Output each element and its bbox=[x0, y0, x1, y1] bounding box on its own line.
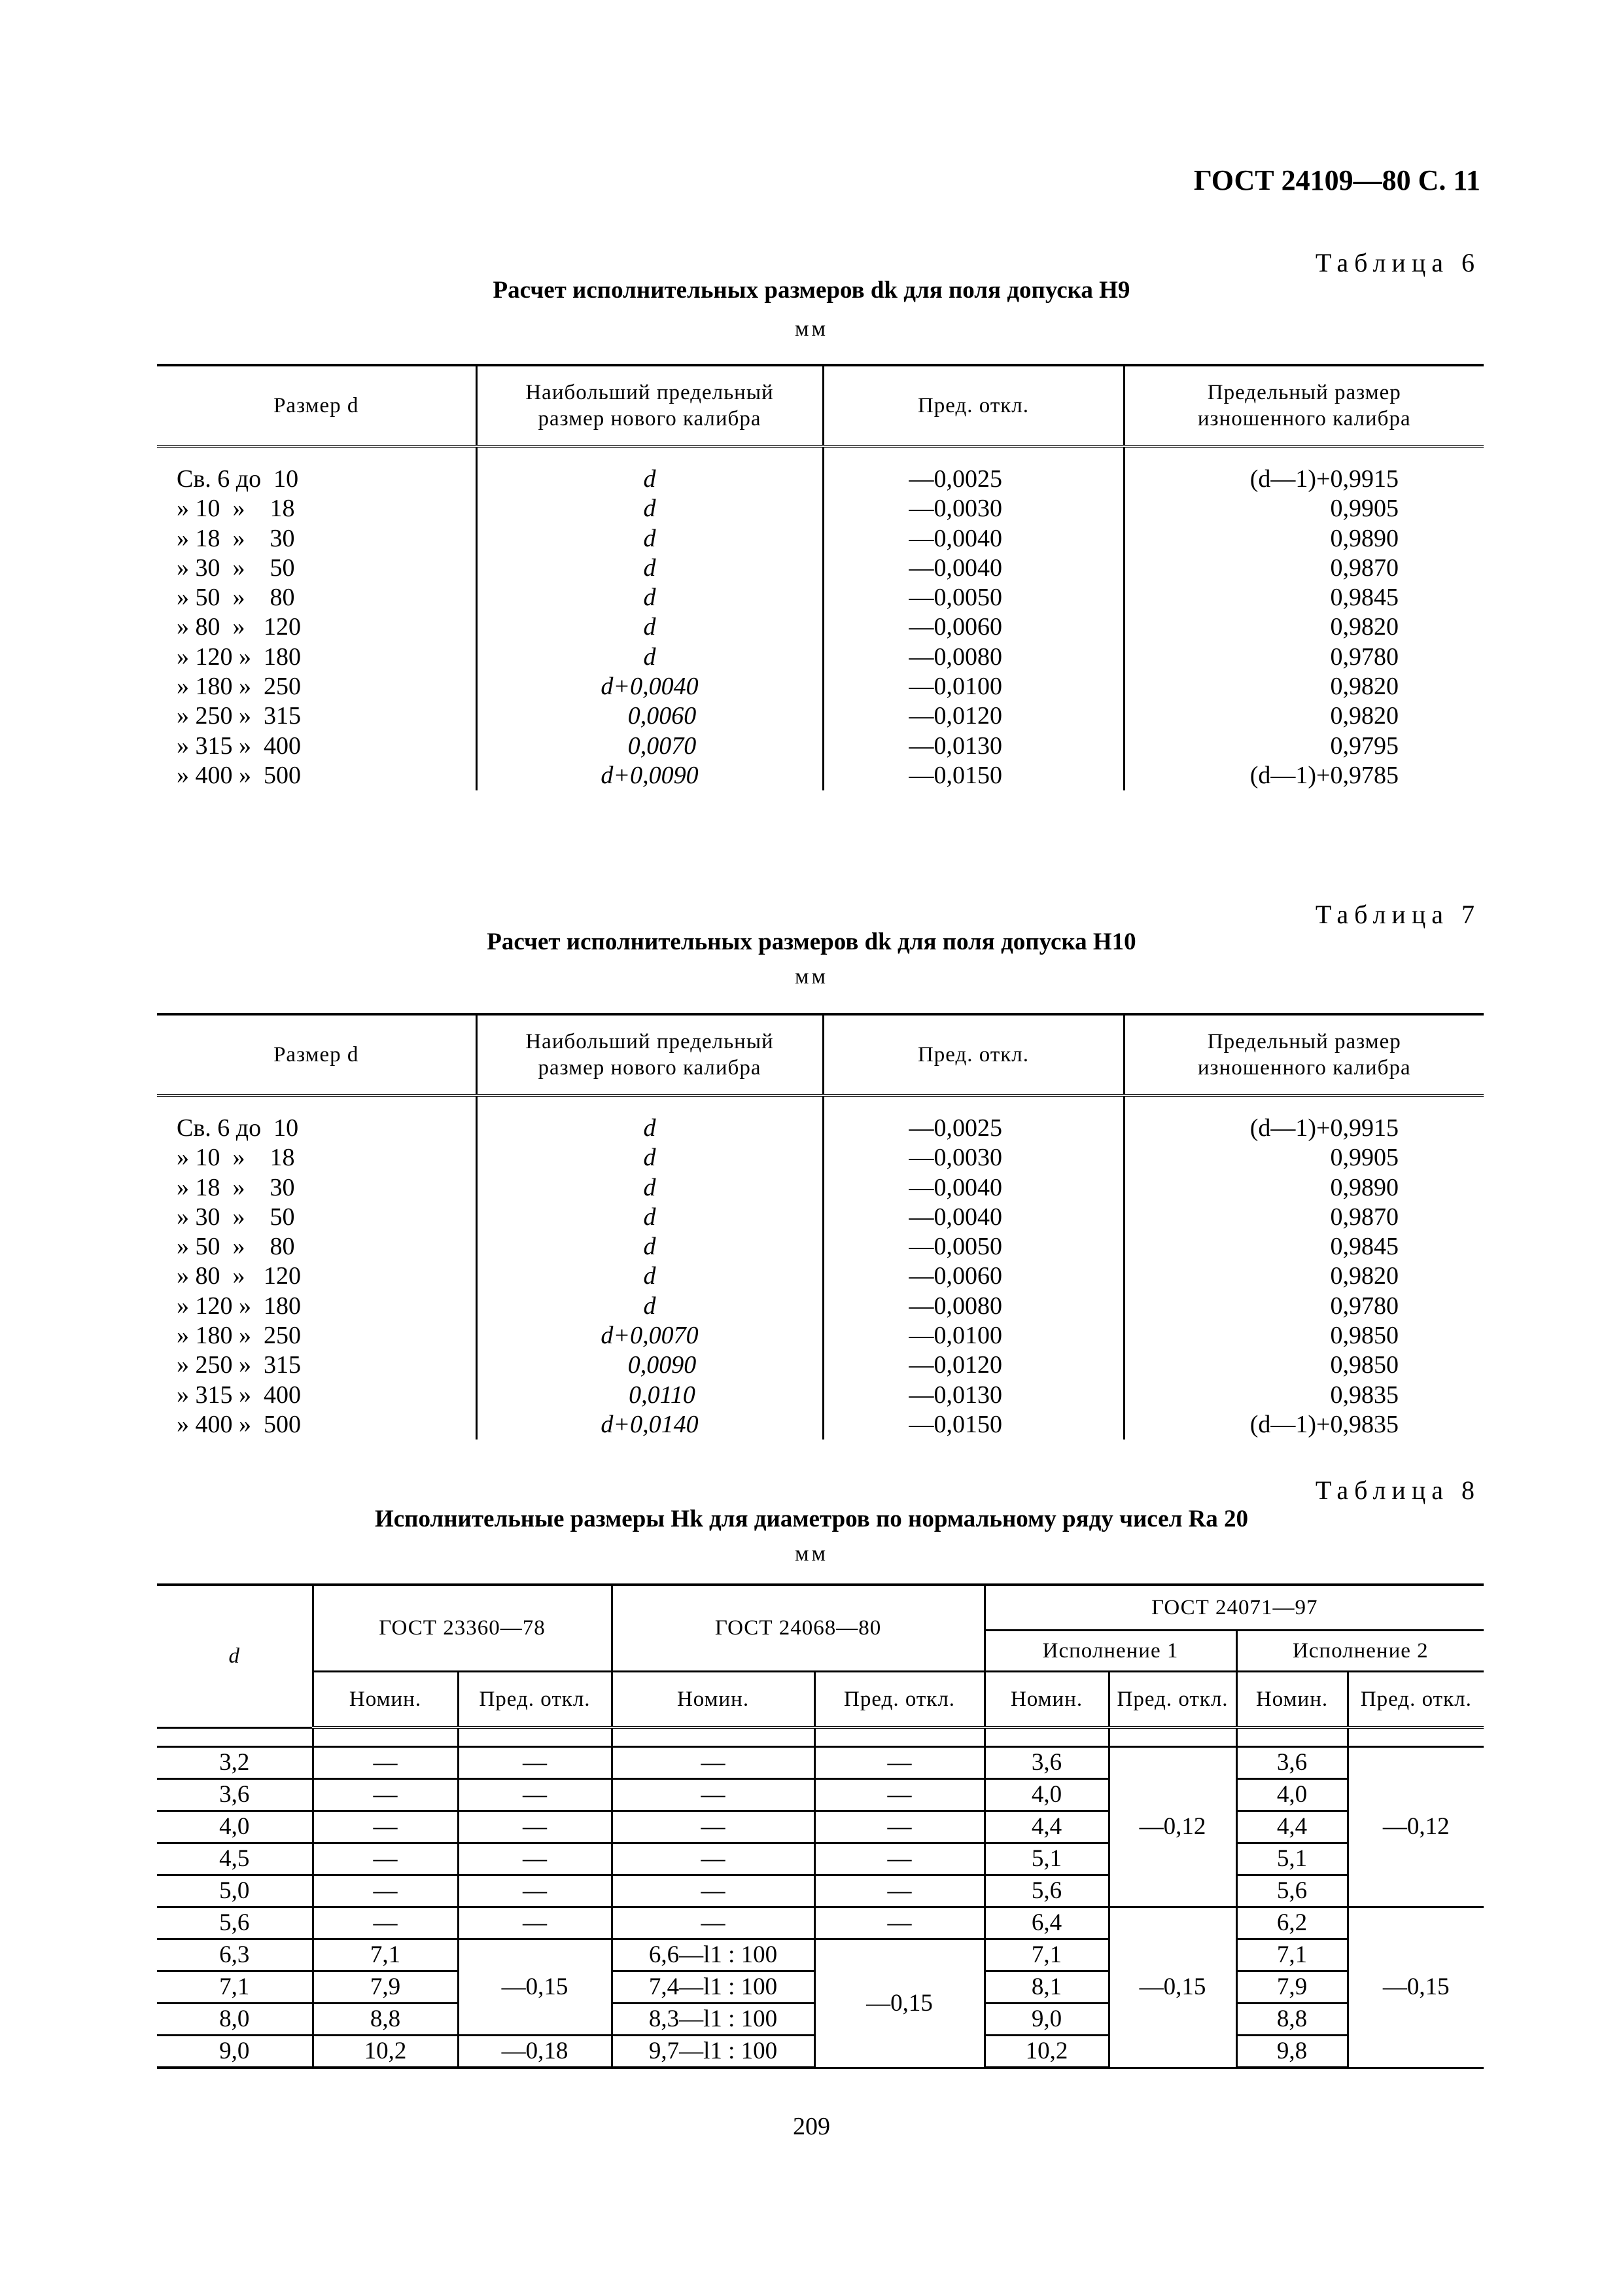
table8-i2-dev: Пред. откл. bbox=[1348, 1672, 1484, 1728]
table8-title: Исполнительные размеры Hk для диаметров по нормальному ряду чисел Ra 20 bbox=[374, 1506, 1249, 1532]
table8-cell: — bbox=[313, 1811, 458, 1843]
table8-d: 8,0 bbox=[157, 2004, 313, 2036]
table8-cell: — bbox=[458, 1747, 612, 1779]
table8-cell: 5,6 bbox=[1236, 1875, 1348, 1907]
table6-units: мм bbox=[794, 317, 829, 341]
table6-col-worn: Предельный размер изношенного калибра bbox=[1124, 365, 1484, 446]
table-row bbox=[157, 1747, 1484, 1779]
table8-d: 4,0 bbox=[157, 1811, 313, 1843]
table8-d: 5,0 bbox=[157, 1875, 313, 1907]
table7-col-size: Размер d bbox=[157, 1014, 476, 1095]
table8-label: Таблица 8 bbox=[1315, 1475, 1480, 1505]
table8-col-d: d bbox=[157, 1585, 313, 1727]
table8-cell: — bbox=[313, 1779, 458, 1811]
table8-d: 6,3 bbox=[157, 1939, 313, 1971]
table8-d: 3,6 bbox=[157, 1779, 313, 1811]
table8-d: 4,5 bbox=[157, 1843, 313, 1875]
table6-col-new: Наибольший предельный размер нового калибра bbox=[476, 365, 823, 446]
table8-cell: 9,7—l1 : 100 bbox=[612, 2036, 814, 2068]
table8-cell: 6,6—l1 : 100 bbox=[612, 1939, 814, 1971]
table7-deviations: —0,0025 —0,0030 —0,0040 —0,0040 —0,0050 —0,0060 —0,0080 —0,0100 —0,0120 —0,0130 —0,0150 bbox=[823, 1095, 1124, 1439]
table8-i1-dev-group-a: —0,12 bbox=[1109, 1747, 1236, 1907]
table6-title: Расчет исполнительных размеров dk для поля допуска H9 bbox=[493, 277, 1130, 304]
table8-units: мм bbox=[794, 1542, 829, 1566]
table8-cell: — bbox=[612, 1747, 814, 1779]
table6-deviations: —0,0025 —0,0030 —0,0040 —0,0040 —0,0050 —0,0060 —0,0080 —0,0100 —0,0120 —0,0130 —0,0150 bbox=[823, 446, 1124, 790]
table8-cell: — bbox=[458, 1843, 612, 1875]
table8-cell: 4,0 bbox=[1236, 1779, 1348, 1811]
table8-g2-dev-group: —0,15 bbox=[814, 1939, 985, 2068]
table8-cell: 8,8 bbox=[313, 2004, 458, 2036]
table6-col-dev: Пред. откл. bbox=[823, 365, 1124, 446]
table8-cell: 6,2 bbox=[1236, 1907, 1348, 1939]
table8-cell: — bbox=[814, 1779, 985, 1811]
table8-cell: — bbox=[458, 1875, 612, 1907]
table7-sizes: Св. 6 до 10 » 10 » 18 » 18 » 30 » 30 » 50 » 50 » 80 » 80 » 120 » 120 » 180 » 180 » 250 » 250 » 315 » 315 » 400 » 400 » 500 bbox=[177, 1114, 301, 1438]
table8-i1-dev-group-b: —0,15 bbox=[1109, 1907, 1236, 2068]
table8-cell: — bbox=[612, 1779, 814, 1811]
table8-cell: 10,2 bbox=[985, 2036, 1109, 2068]
table8-cell: — bbox=[458, 1779, 612, 1811]
table8-cell: — bbox=[612, 1843, 814, 1875]
document-header: ГОСТ 24109—80 С. 11 bbox=[1193, 164, 1480, 196]
table8-cell: 8,8 bbox=[1236, 2004, 1348, 2036]
table8-cell: 9,8 bbox=[1236, 2036, 1348, 2068]
table7-worn-sizes: (d—1)+0,9915 0,9905 0,9890 0,9870 0,9845 0,9820 0,9780 0,9850 0,9850 0,9835 (d—1)+0,9835 bbox=[1124, 1095, 1484, 1439]
table7-col-new: Наибольший предельный размер нового калибра bbox=[476, 1014, 823, 1095]
table8-i2-dev-group-a: —0,12 bbox=[1348, 1747, 1484, 1907]
table7-col-dev: Пред. откл. bbox=[823, 1014, 1124, 1095]
table8-cell: 10,2 bbox=[313, 2036, 458, 2068]
table8-cell: — bbox=[814, 1843, 985, 1875]
table8-cell: — bbox=[313, 1747, 458, 1779]
table6-worn-sizes: (d—1)+0,9915 0,9905 0,9890 0,9870 0,9845 0,9820 0,9780 0,9820 0,9820 0,9795 (d—1)+0,9785 bbox=[1124, 446, 1484, 790]
table7-label: Таблица 7 bbox=[1315, 900, 1480, 929]
table-row bbox=[157, 1843, 1484, 1875]
table8-d: 3,2 bbox=[157, 1747, 313, 1779]
table8-isp1: Исполнение 1 bbox=[985, 1631, 1236, 1672]
table8-cell: — bbox=[814, 1747, 985, 1779]
table8-cell: 8,1 bbox=[985, 1971, 1109, 2004]
table8-cell: 7,1 bbox=[985, 1939, 1109, 1971]
table8-cell: 5,1 bbox=[985, 1843, 1109, 1875]
table8-cell: 6,4 bbox=[985, 1907, 1109, 1939]
table8-cell: 7,1 bbox=[1236, 1939, 1348, 1971]
table8-cell: 9,0 bbox=[985, 2004, 1109, 2036]
table8-cell: 3,6 bbox=[1236, 1747, 1348, 1779]
table6 bbox=[157, 364, 1484, 790]
table8-d: 7,1 bbox=[157, 1971, 313, 2004]
table8-cell: — bbox=[458, 1811, 612, 1843]
table8-cell: — bbox=[313, 1875, 458, 1907]
table8-d: 5,6 bbox=[157, 1907, 313, 1939]
table8-i2-nom: Номин. bbox=[1236, 1672, 1348, 1728]
table7-col-worn: Предельный размер изношенного калибра bbox=[1124, 1014, 1484, 1095]
table8-cell: 4,4 bbox=[1236, 1811, 1348, 1843]
page-number: 209 bbox=[793, 2113, 830, 2140]
table-row bbox=[157, 1939, 1484, 1971]
table8-cell: — bbox=[612, 1907, 814, 1939]
table8-g1-nom: Номин. bbox=[313, 1672, 458, 1728]
table-row bbox=[157, 1875, 1484, 1907]
table8 bbox=[157, 1583, 1484, 2069]
table8-cell: — bbox=[814, 1811, 985, 1843]
table8-cell: — bbox=[814, 1907, 985, 1939]
table8-cell: 4,4 bbox=[985, 1811, 1109, 1843]
table8-i1-nom: Номин. bbox=[985, 1672, 1109, 1728]
table6-new-sizes: d d d d d d d d+0,0040 0,0060 0,0070 d+0,0090 bbox=[476, 446, 823, 790]
table8-cell: — bbox=[313, 1907, 458, 1939]
table6-label: Таблица 6 bbox=[1315, 248, 1480, 277]
table7-units: мм bbox=[794, 964, 829, 989]
table8-cell: — bbox=[814, 1875, 985, 1907]
table8-g1-dev: Пред. откл. bbox=[458, 1672, 612, 1728]
table8-i1-dev: Пред. откл. bbox=[1109, 1672, 1236, 1728]
table8-cell: 8,3—l1 : 100 bbox=[612, 2004, 814, 2036]
table8-d: 9,0 bbox=[157, 2036, 313, 2068]
table6-sizes: Св. 6 до 10 » 10 » 18 » 18 » 30 » 30 » 50 » 50 » 80 » 80 » 120 » 120 » 180 » 180 » 250 » 250 » 315 » 315 » 400 » 400 » 500 bbox=[177, 465, 301, 789]
table8-cell: 7,1 bbox=[313, 1939, 458, 1971]
table8-gost2: ГОСТ 24068—80 bbox=[612, 1585, 985, 1672]
table8-cell: 7,4—l1 : 100 bbox=[612, 1971, 814, 2004]
table8-cell: — bbox=[458, 1907, 612, 1939]
table7 bbox=[157, 1013, 1484, 1439]
table6-col-size: Размер d bbox=[157, 365, 476, 446]
table8-g2-dev: Пред. откл. bbox=[814, 1672, 985, 1728]
table-row bbox=[157, 1907, 1484, 1939]
table7-new-sizes: d d d d d d d d+0,0070 0,0090 0,0110 d+0,0140 bbox=[476, 1095, 823, 1439]
table-row bbox=[157, 1811, 1484, 1843]
table8-cell: — bbox=[313, 1843, 458, 1875]
table-row bbox=[157, 1779, 1484, 1811]
table8-cell: — bbox=[612, 1811, 814, 1843]
table8-cell: 5,1 bbox=[1236, 1843, 1348, 1875]
table8-gost3: ГОСТ 24071—97 bbox=[985, 1585, 1484, 1631]
table8-gost1: ГОСТ 23360—78 bbox=[313, 1585, 612, 1672]
table8-g2-nom: Номин. bbox=[612, 1672, 814, 1728]
table8-isp2: Исполнение 2 bbox=[1236, 1631, 1484, 1672]
table8-cell: 7,9 bbox=[313, 1971, 458, 2004]
table8-cell: 7,9 bbox=[1236, 1971, 1348, 2004]
table8-cell: 4,0 bbox=[985, 1779, 1109, 1811]
table8-cell: — bbox=[612, 1875, 814, 1907]
table8-i2-dev-group-b: —0,15 bbox=[1348, 1907, 1484, 2068]
table8-cell: 5,6 bbox=[985, 1875, 1109, 1907]
table8-cell: —0,18 bbox=[458, 2036, 612, 2068]
table8-g1-dev-group: —0,15 bbox=[458, 1939, 612, 2036]
table7-title: Расчет исполнительных размеров dk для поля допуска H10 bbox=[487, 928, 1136, 955]
table8-cell: 3,6 bbox=[985, 1747, 1109, 1779]
